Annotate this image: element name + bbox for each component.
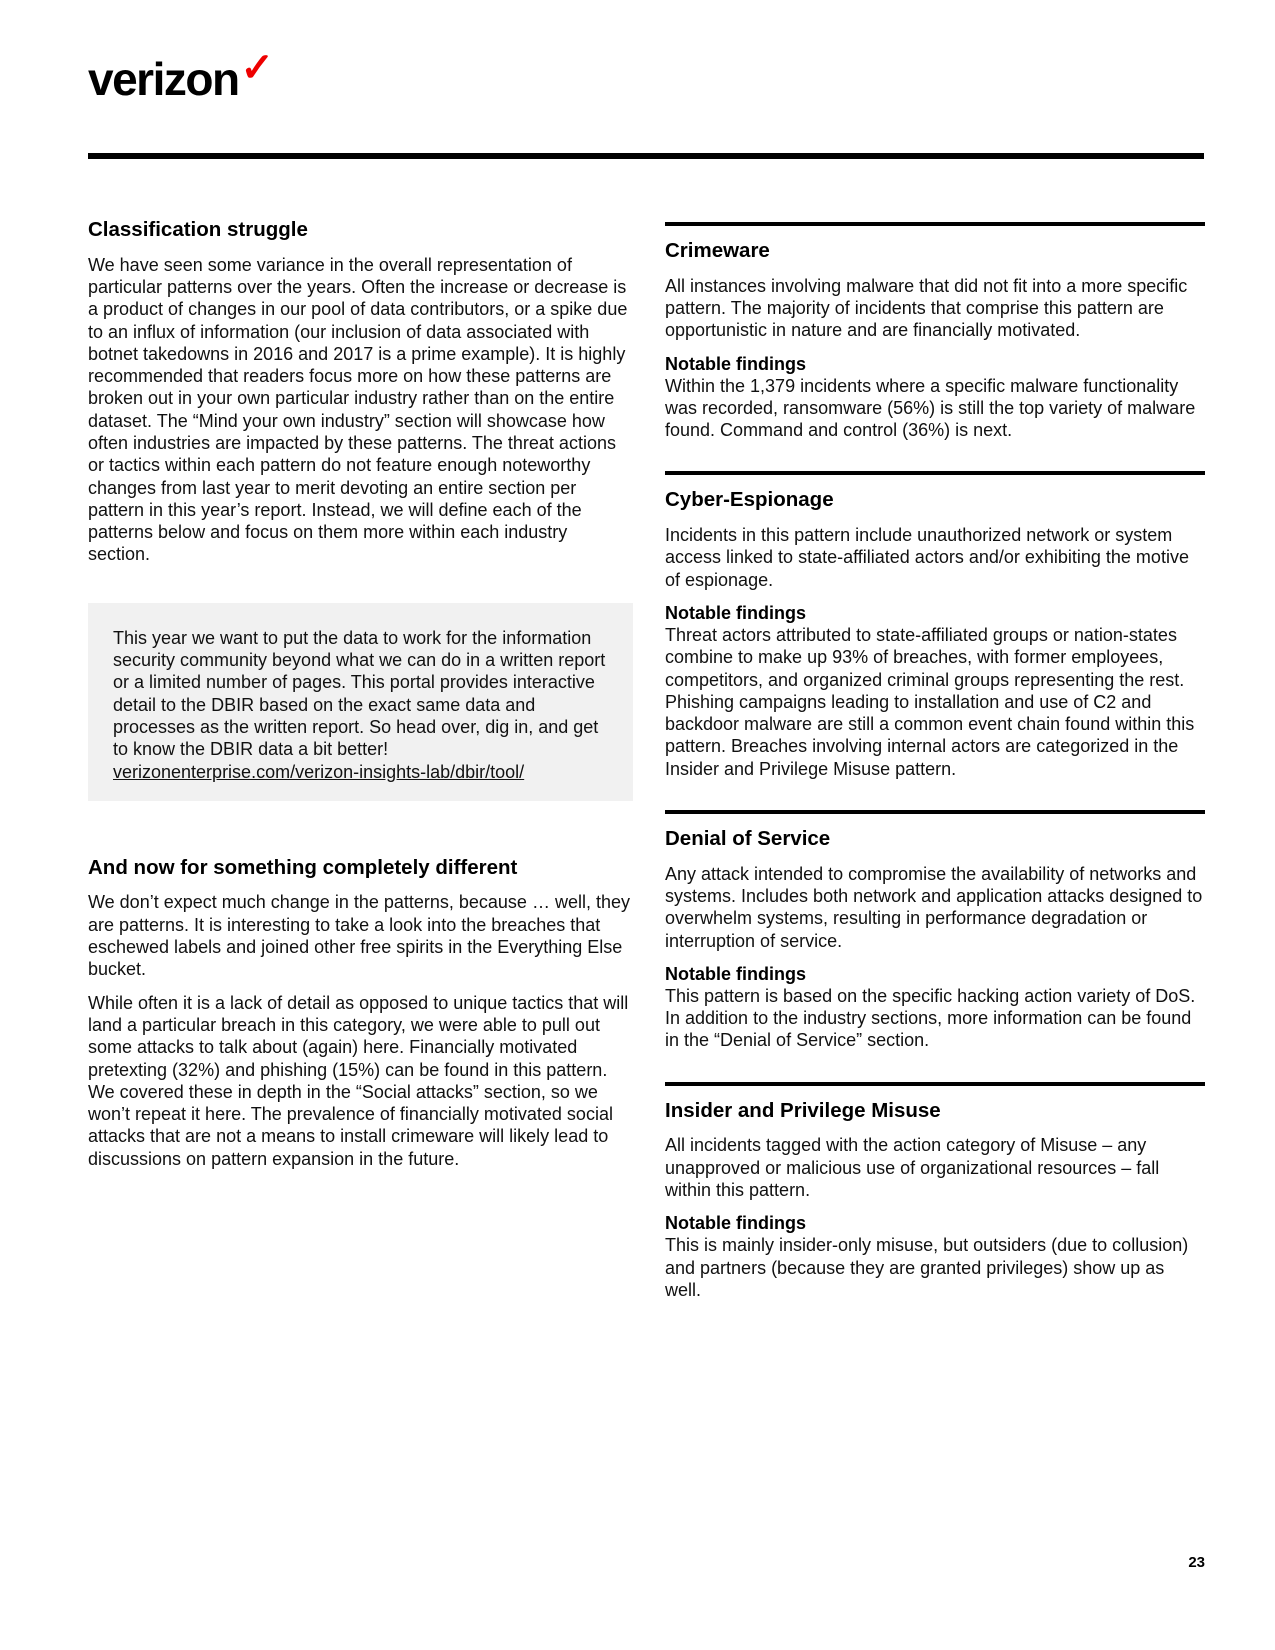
dbir-tool-link[interactable]: verizonenterprise.com/verizon-insights-lab/dbir/tool/ [113,761,525,782]
page-number: 23 [1188,1554,1205,1571]
pattern-title: Crimeware [665,239,770,262]
left-column [88,217,633,1181]
different-paragraph-2: While often it is a lack of detail as opposed to unique tactics that will land a particular breach in this category, we were able to pull out some attacks to talk about (again) here. Financially motivated pretexting (32%) and phishing (15%) can be found in this pattern. We covered these in depth in the “Social attacks” section, so we won’t repeat it here. The prevalence of financially motivated social attacks that are not a means to install crimeware will likely lead to discussions on pattern expansion in the future. [88,992,629,1169]
classification-heading: Classification struggle [88,218,308,241]
different-heading: And now for something completely different [88,855,518,879]
different-paragraph-1: We don’t expect much change in the patterns, because … well, they are patterns. It is interesting to take a look into the breaches that eschewed labels and joined other free spirits in the Everything Else bucket. [88,892,630,980]
header-divider [88,153,1204,159]
right-column [665,222,1205,1301]
logo-text: verizon [88,53,239,105]
notable-findings-label: Notable findings [665,602,806,623]
pattern-description: All incidents tagged with the action category of Misuse – any unapproved or malicious use of organizational resources – fall within this pattern. [665,1135,1160,1200]
pattern-section-crimeware [665,222,1205,441]
notable-findings-label: Notable findings [665,353,806,374]
notable-findings-text: This is mainly insider-only misuse, but outsiders (due to collusion) and partners (because they are granted privileges) show up as well. [665,1235,1189,1300]
notable-findings-text: Threat actors attributed to state-affiliated groups or nation-states combine to make up 93% of breaches, with former employees, competitors, and organized criminal groups representing the rest. Phishing campaigns leading to installation and use of C2 and backdoor malware are still a common event chain found within this pattern. Breaches involving internal actors are categorized in the Insider and Privilege Misuse pattern. [665,624,1195,779]
callout-text: This year we want to put the data to work for the information security community beyond what we can do in a written report or a limited number of pages. This portal provides interactive detail to the DBIR based on the exact same data and processes as the written report. So head over, dig in, and get to know the DBIR data a bit better! [113,627,606,760]
notable-findings-label: Notable findings [665,963,806,984]
pattern-section-insider-misuse [665,1082,1205,1301]
dbir-tool-callout [88,603,633,801]
pattern-title: Cyber-Espionage [665,488,834,512]
pattern-description: All instances involving malware that did not fit into a more specific pattern. The majority of incidents that comprise this pattern are opportunistic in nature and are financially motivated. [665,275,1188,341]
pattern-description: Incidents in this pattern include unauthorized network or system access linked to state-affiliated actors and/or exhibiting the motive of espionage. [665,525,1189,590]
notable-findings-label: Notable findings [665,1213,806,1234]
pattern-description: Any attack intended to compromise the availability of networks and systems. Includes both network and application attacks designed to overwhelm systems, resulting in performance degradation or interruption of service. [665,863,1203,951]
pattern-title: Denial of Service [665,827,831,850]
notable-findings-text: Within the 1,379 incidents where a specific malware functionality was recorded, ransomware (56%) is still the top variety of malware found. Command and control (36%) is next. [665,375,1196,441]
logo-check-icon: ✓ [240,46,273,90]
classification-body: We have seen some variance in the overall representation of particular patterns over the years. Often the increase or decrease is a product of changes in our pool of data contributors, or a spike due to an influx of information (our inclusion of data associated with botnet takedowns in 2016 and 2017 is a prime example). It is highly recommended that readers focus more on how these patterns are broken out in your own particular industry rather than on the entire dataset. The “Mind your own industry” section will showcase how often industries are impacted by these patterns. The threat actions or tactics within each pattern do not feature enough noteworthy changes from last year to merit devoting an entire section per pattern in this year’s report. Instead, we will define each of the patterns below and focus on them more within each industry section. [88,254,628,565]
notable-findings-text: This pattern is based on the specific hacking action variety of DoS. In addition to the industry sections, more information can be found in the “Denial of Service” section. [665,985,1196,1051]
pattern-section-cyber-espionage [665,471,1205,780]
pattern-section-denial-of-service [665,810,1205,1052]
verizon-logo [88,46,273,105]
pattern-title: Insider and Privilege Misuse [665,1098,941,1122]
